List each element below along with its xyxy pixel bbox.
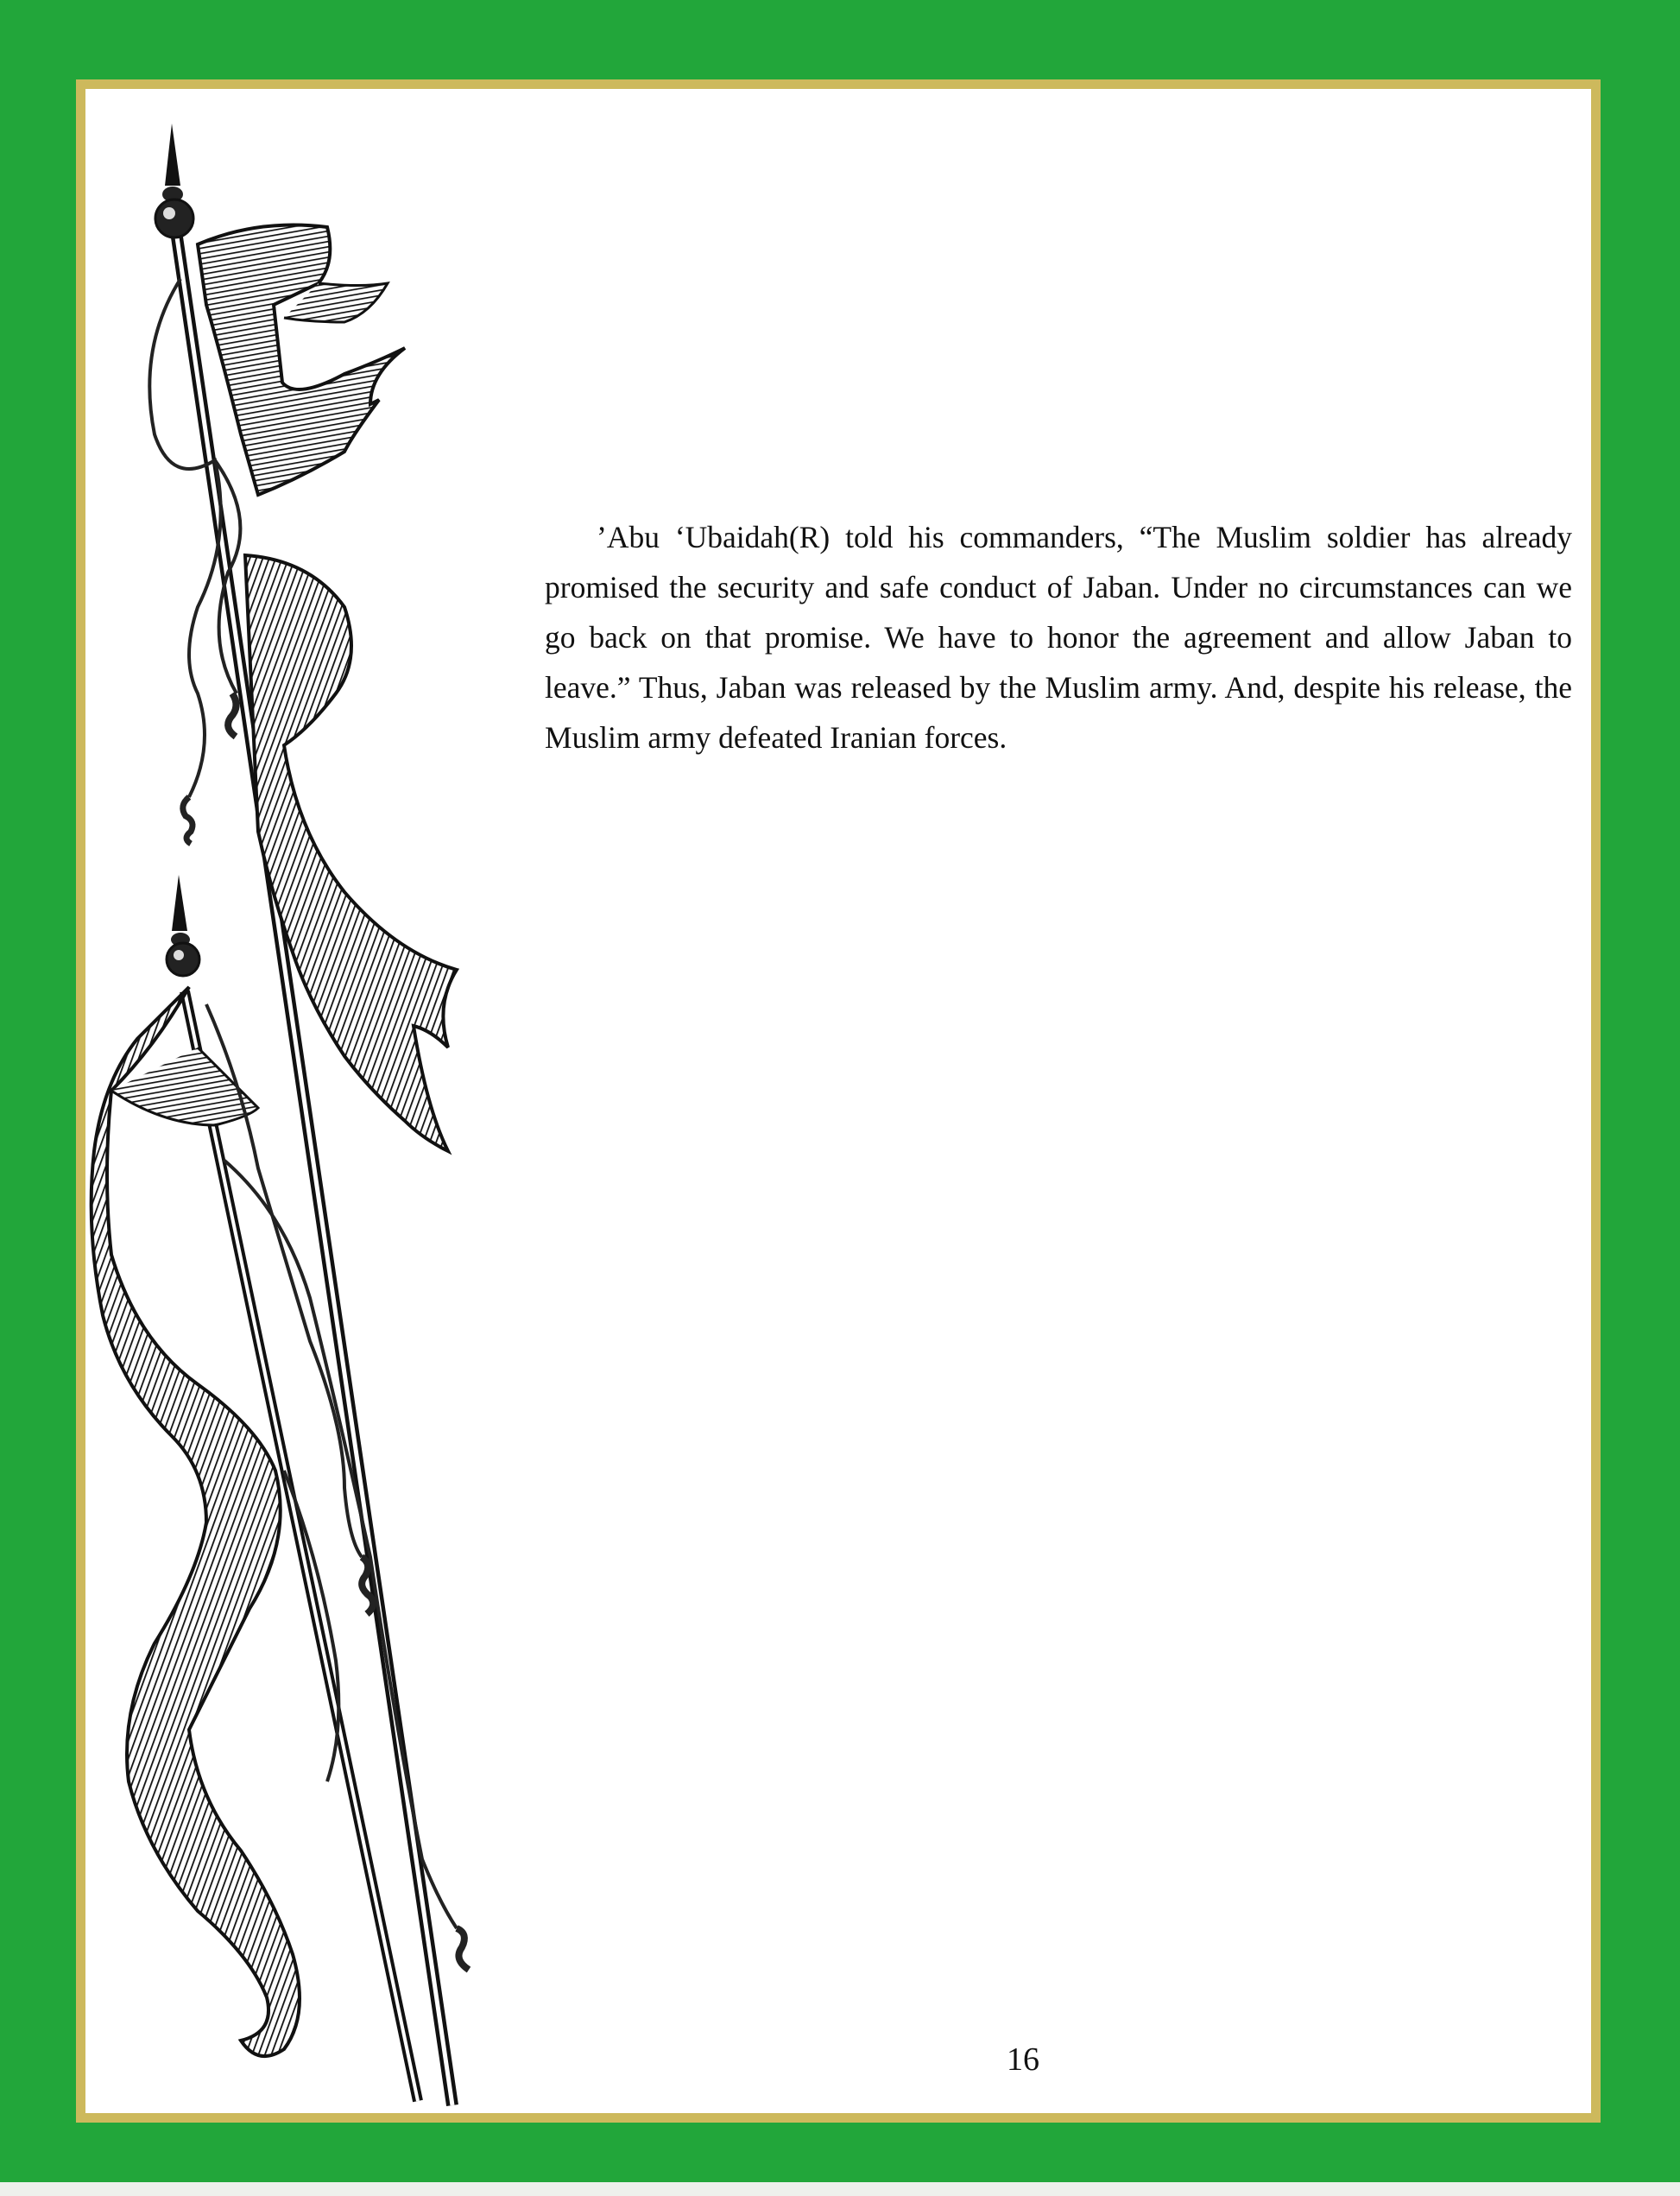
banners-illustration (85, 89, 534, 2113)
middle-flag (245, 555, 457, 1151)
spear-tip-icon (165, 123, 180, 186)
upper-flag (198, 225, 405, 496)
book-page (85, 89, 1591, 2113)
lower-flag (92, 987, 300, 2056)
story-text (545, 512, 1572, 763)
page-bottom-edge (0, 2182, 1680, 2196)
page-number: 16 (1007, 2041, 1039, 2078)
spear-tip-icon (172, 875, 187, 931)
story-paragraph: ’Abu ‘Ubaidah(R) told his commanders, “The Muslim soldier has already promised the security and safe conduct of Jaban. Under no circumstances can we go back on that promise. We have to honor the agreement and allow Jaban to leave.” Thus, Jaban was released by the Muslim army. And, despite his release, the Muslim army defeated Iranian forces. (545, 520, 1572, 755)
